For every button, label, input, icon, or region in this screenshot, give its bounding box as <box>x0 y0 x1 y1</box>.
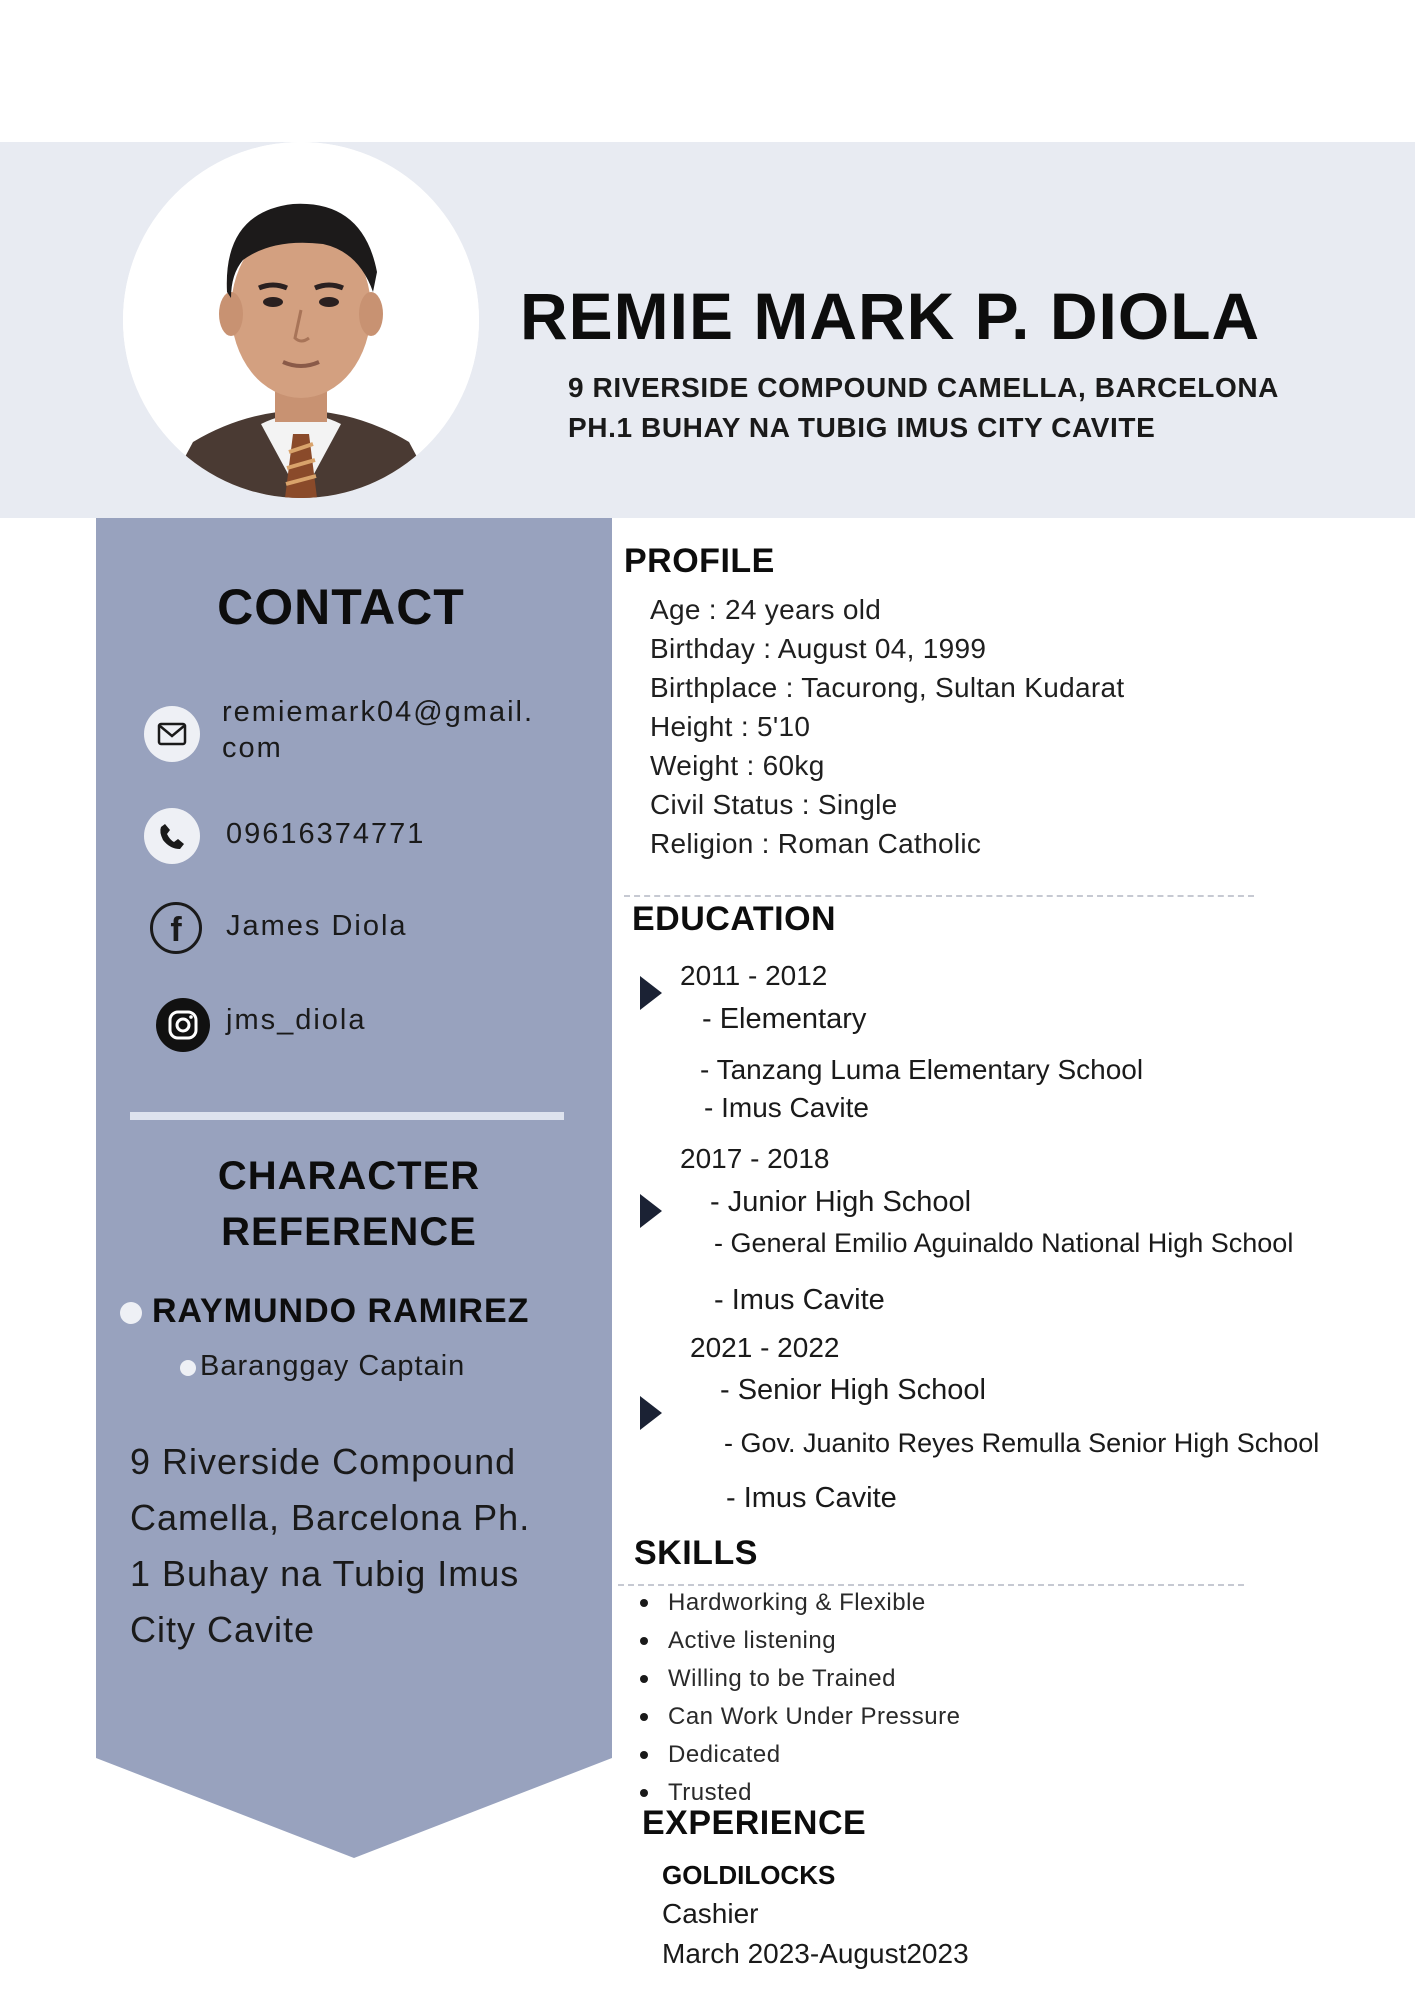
profile-age: Age : 24 years old <box>650 594 882 625</box>
bullet-icon <box>640 1789 648 1797</box>
bullet-icon <box>640 1675 648 1683</box>
email-line-2[interactable]: com <box>222 732 283 764</box>
education-school: - Tanzang Luma Elementary School <box>700 1054 1144 1085</box>
email-line-1[interactable]: remiemark04@gmail. <box>222 696 535 728</box>
education-years: 2021 - 2022 <box>690 1332 840 1363</box>
skill-text: Dedicated <box>668 1741 781 1768</box>
skill-text: Active listening <box>668 1627 837 1654</box>
experience-period: March 2023-August2023 <box>662 1938 969 1969</box>
list-item <box>640 1698 961 1736</box>
skill-text: Can Work Under Pressure <box>668 1703 961 1730</box>
profile-religion: Religion : Roman Catholic <box>650 828 982 859</box>
profile-birthday: Birthday : August 04, 1999 <box>650 633 987 664</box>
experience-heading: EXPERIENCE <box>642 1804 867 1842</box>
list-item <box>640 1736 961 1774</box>
experience-role: Cashier <box>662 1898 759 1929</box>
profile-photo <box>123 142 479 498</box>
triangle-arrow-icon <box>640 1396 662 1430</box>
education-school: - General Emilio Aguinaldo National High School <box>714 1228 1294 1258</box>
reference-name: RAYMUNDO RAMIREZ <box>152 1292 530 1330</box>
education-years: 2017 - 2018 <box>680 1143 830 1174</box>
profile-heading: PROFILE <box>624 542 775 580</box>
education-level: - Senior High School <box>720 1374 986 1406</box>
bullet-icon <box>120 1302 142 1324</box>
profile-height: Height : 5'10 <box>650 711 811 742</box>
instagram-icon <box>156 998 210 1052</box>
reference-heading-line-1: CHARACTER <box>217 1154 481 1198</box>
phone-icon <box>144 808 200 864</box>
skill-text: Hardworking & Flexible <box>668 1589 926 1616</box>
education-place: - Imus Cavite <box>714 1284 885 1316</box>
bullet-icon <box>180 1360 196 1376</box>
instagram-handle[interactable]: jms_diola <box>226 1004 367 1036</box>
education-years: 2011 - 2012 <box>680 960 828 991</box>
address-line-2: PH.1 BUHAY NA TUBIG IMUS CITY CAVITE <box>568 412 1156 443</box>
education-level: - Junior High School <box>710 1186 972 1218</box>
profile-weight: Weight : 60kg <box>650 750 825 781</box>
list-item <box>640 1622 961 1660</box>
list-item <box>640 1584 961 1622</box>
applicant-name: REMIE MARK P. DIOLA <box>520 279 1261 353</box>
reference-address-line: 9 Riverside Compound <box>130 1441 517 1482</box>
education-place: - Imus Cavite <box>704 1092 869 1123</box>
bullet-icon <box>640 1713 648 1721</box>
reference-position: Baranggay Captain <box>200 1350 466 1382</box>
bullet-icon <box>640 1599 648 1607</box>
skill-text: Willing to be Trained <box>668 1665 896 1692</box>
profile-divider <box>624 895 1254 897</box>
triangle-arrow-icon <box>640 976 662 1010</box>
education-heading: EDUCATION <box>632 900 837 938</box>
contact-heading: CONTACT <box>217 579 465 635</box>
profile-details <box>650 590 1124 863</box>
mail-icon <box>144 706 200 762</box>
skills-heading: SKILLS <box>634 1534 758 1572</box>
profile-civil-status: Civil Status : Single <box>650 789 898 820</box>
profile-birthplace: Birthplace : Tacurong, Sultan Kudarat <box>650 672 1125 703</box>
reference-heading-line-2: REFERENCE <box>221 1210 477 1254</box>
reference-address <box>130 1434 530 1658</box>
education-place: - Imus Cavite <box>726 1482 897 1514</box>
triangle-arrow-icon <box>640 1194 662 1228</box>
reference-address-line: Camella, Barcelona Ph. <box>130 1497 531 1538</box>
address-line-1: 9 RIVERSIDE COMPOUND CAMELLA, BARCELONA <box>568 372 1279 403</box>
list-item <box>640 1660 961 1698</box>
skills-list <box>640 1584 961 1812</box>
person-portrait-icon <box>123 142 479 498</box>
bullet-icon <box>640 1751 648 1759</box>
facebook-icon: f <box>150 902 202 954</box>
experience-company: GOLDILOCKS <box>662 1860 836 1890</box>
reference-address-line: City Cavite <box>130 1609 316 1650</box>
sidebar-divider <box>130 1112 564 1120</box>
bullet-icon <box>640 1637 648 1645</box>
phone-number[interactable]: 09616374771 <box>226 818 426 850</box>
reference-address-line: 1 Buhay na Tubig Imus <box>130 1553 520 1594</box>
skill-text: Trusted <box>668 1779 752 1806</box>
facebook-name[interactable]: James Diola <box>226 910 408 942</box>
education-school: - Gov. Juanito Reyes Remulla Senior High School <box>724 1428 1320 1458</box>
education-level: - Elementary <box>702 1003 867 1035</box>
